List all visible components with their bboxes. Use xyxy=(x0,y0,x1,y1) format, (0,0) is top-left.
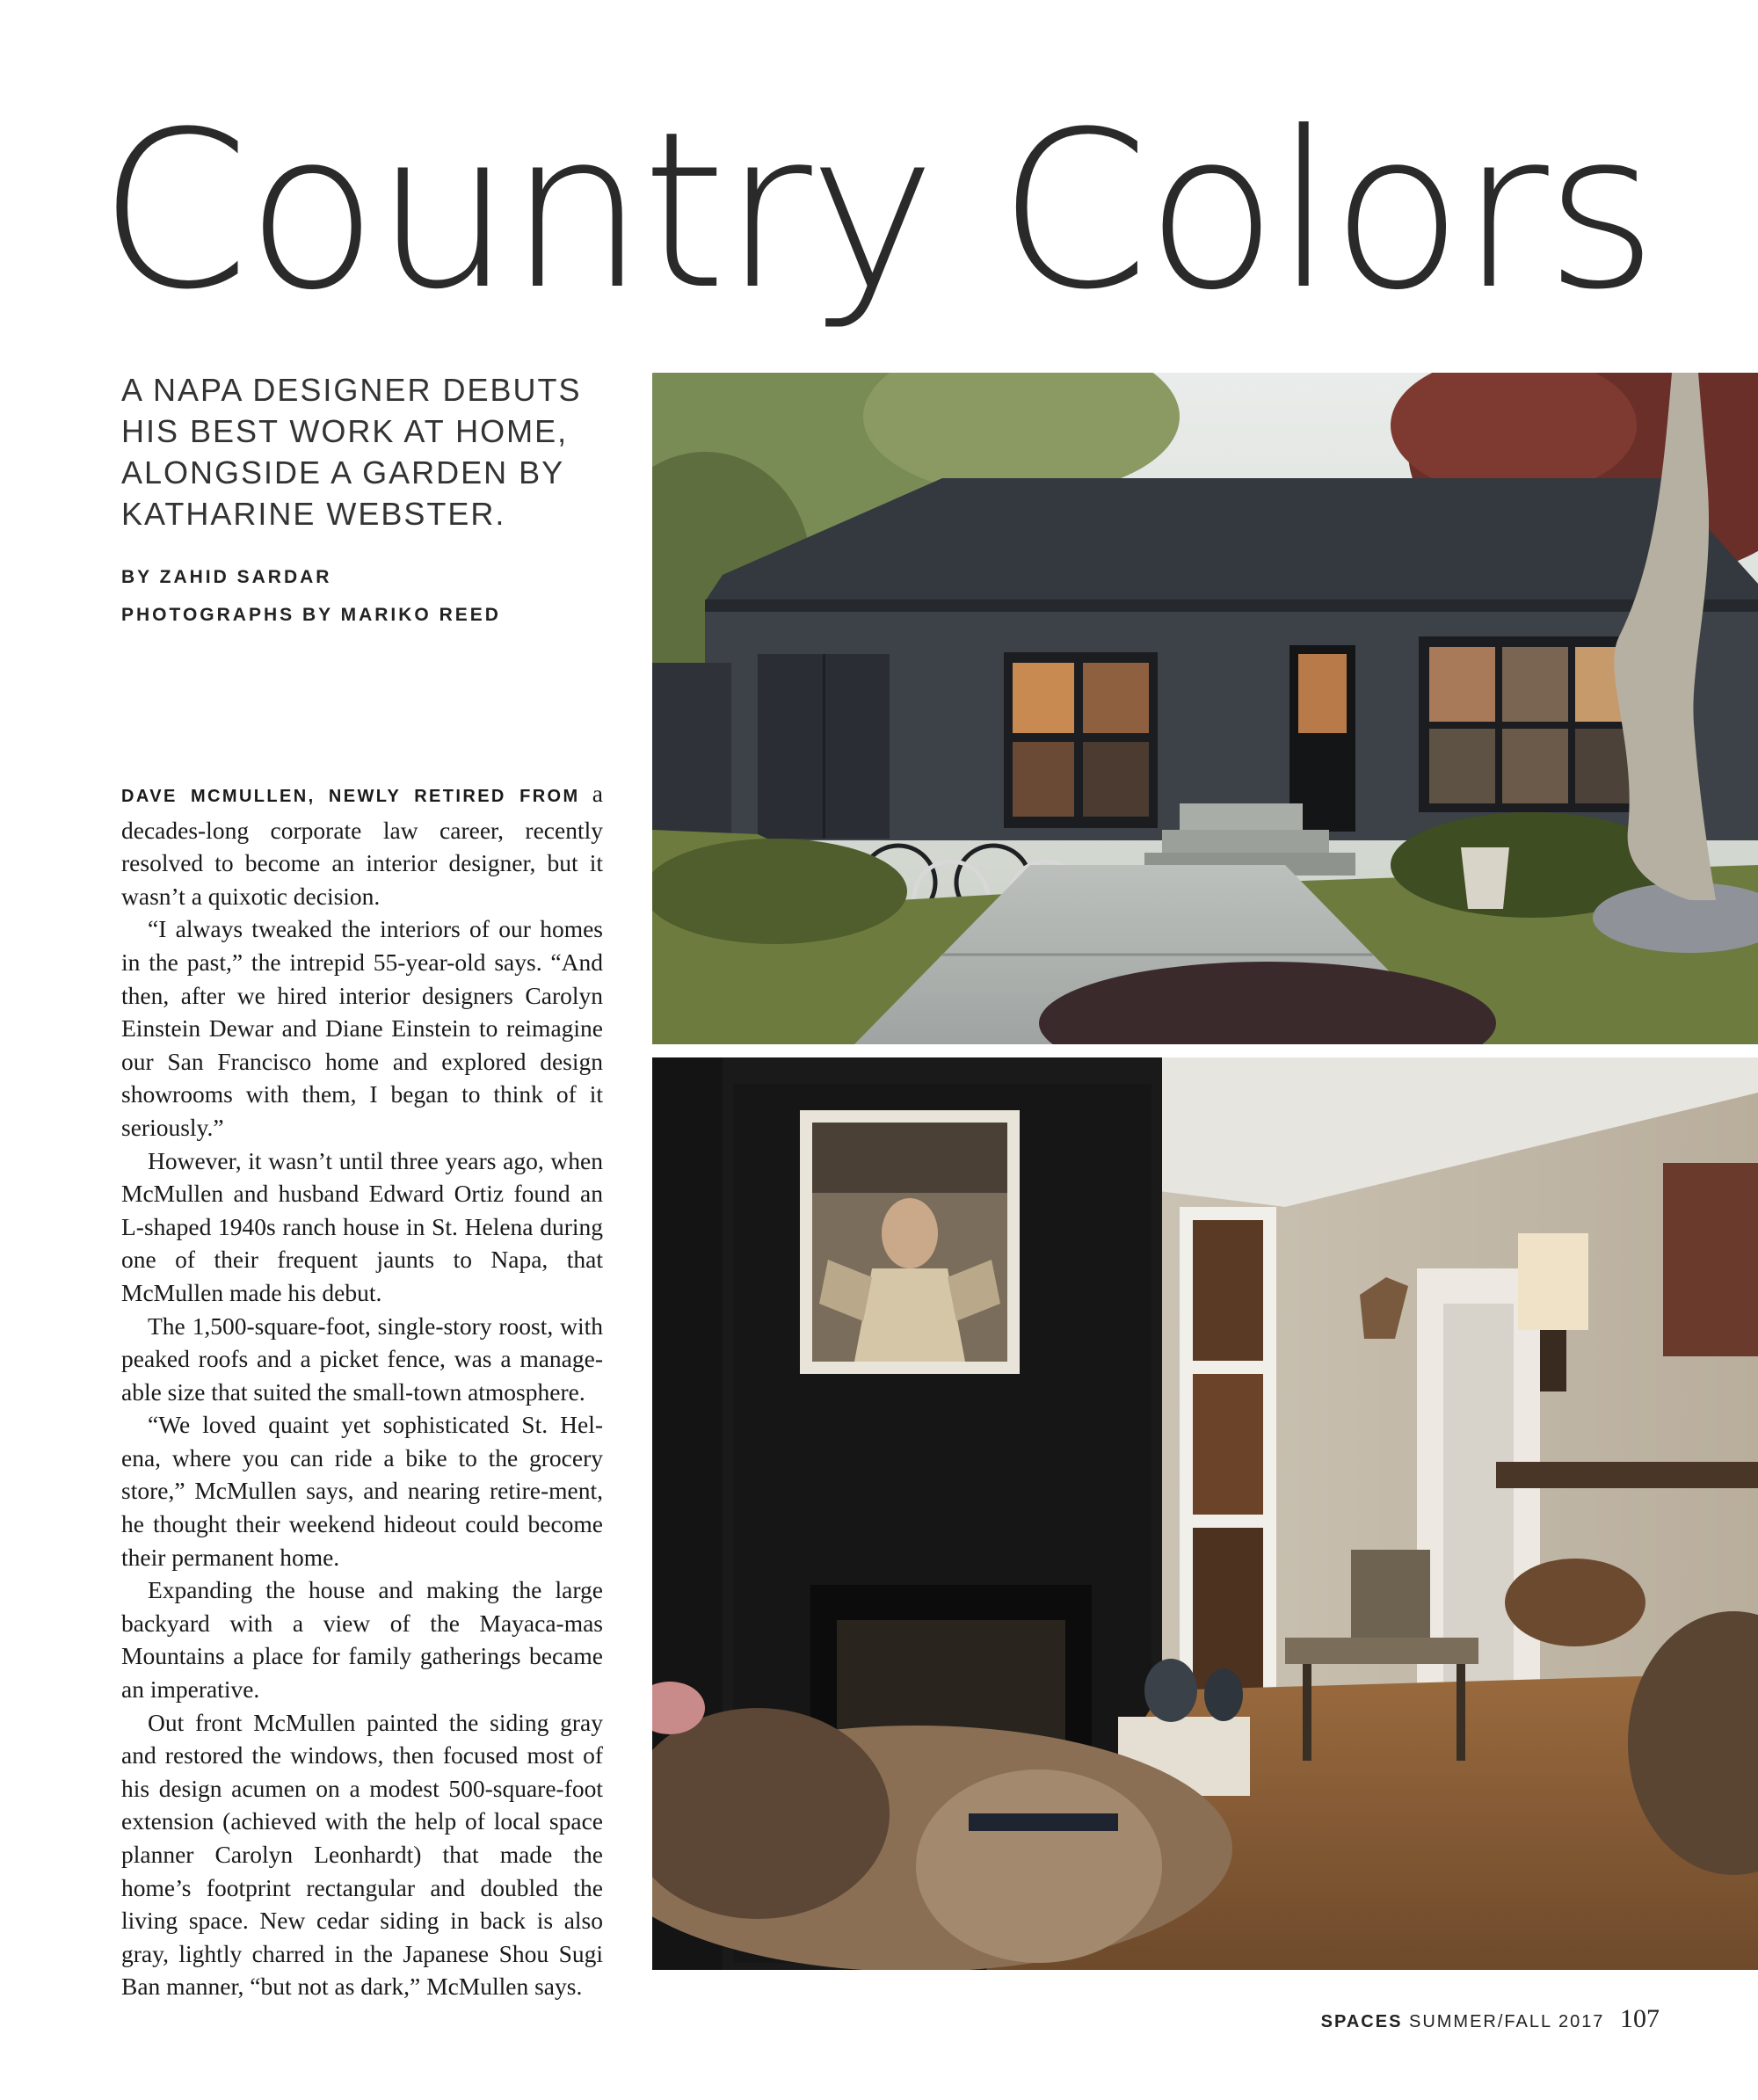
article-dek xyxy=(121,369,631,534)
article-paragraph: Expanding the house and making the large backyard with a view of the Mayaca-mas Mountains a place for family gatherings became an imperative. xyxy=(121,1576,603,1704)
page-footer xyxy=(1321,2004,1660,2034)
article-paragraph: Out front McMullen painted the siding gray and restored the windows, then focused most of his design acumen on a modest 500-square-foot extension (achieved with the help of local space planner Carolyn Leonhardt) that made the home’s footprint rectangular and doubled the living space. New cedar siding in back is also gray, lightly charred in the Japanese Shou Sugi Ban manner, “but not as dark,” McMullen says. xyxy=(121,1708,603,2001)
living-room-photo xyxy=(652,1057,1758,1970)
issue-label: SUMMER/FALL 2017 xyxy=(1408,2012,1605,2031)
article-body xyxy=(121,777,603,2003)
dek-line: HIS BEST WORK AT HOME, xyxy=(121,413,569,449)
article-title: Country Colors xyxy=(98,86,1654,338)
article-paragraph: The 1,500-square-foot, single-story roost, with peaked roofs and a picket fence, was a manage-able size that suited the small-town atmosphere. xyxy=(121,1312,603,1406)
article-paragraph: “I always tweaked the interiors of our homes in the past,” the intrepid 55-year-old says. “And then, after we hired interior designers Carolyn Einstein Dewar and Diane Einstein to reimagine our San Francisco home and explored design showrooms with them, I began to think of it seriously.” xyxy=(121,915,603,1141)
house-exterior-photo xyxy=(652,373,1758,1044)
lead-in: DAVE MCMULLEN, NEWLY RETIRED FROM xyxy=(121,787,580,806)
dek-line: KATHARINE WEBSTER. xyxy=(121,496,506,532)
magazine-name: SPACES xyxy=(1320,2012,1403,2031)
photo-credit: PHOTOGRAPHS BY MARIKO REED xyxy=(121,605,501,625)
byline: BY ZAHID SARDAR xyxy=(121,567,332,587)
dek-line: ALONGSIDE A GARDEN BY xyxy=(121,454,565,490)
dek-line: A NAPA DESIGNER DEBUTS xyxy=(121,372,582,408)
article-paragraph xyxy=(121,777,603,912)
article-paragraph: “We loved quaint yet sophisticated St. Hel-ena, where you can ride a bike to the grocery store,” McMullen says, and nearing retire-ment, he thought their weekend hideout could become their permanent home. xyxy=(121,1411,603,1571)
page-number: 107 xyxy=(1620,2004,1660,2033)
article-paragraph: However, it wasn’t until three years ago, when McMullen and husband Edward Ortiz found an L-shaped 1940s ranch house in St. Helena during one of their frequent jaunts to Napa, that McMullen made his debut. xyxy=(121,1146,603,1306)
paragraph-text: a decades-long corporate law career, recently resolved to become an interior designer, but it wasn’t a quixotic decision. xyxy=(121,780,604,910)
